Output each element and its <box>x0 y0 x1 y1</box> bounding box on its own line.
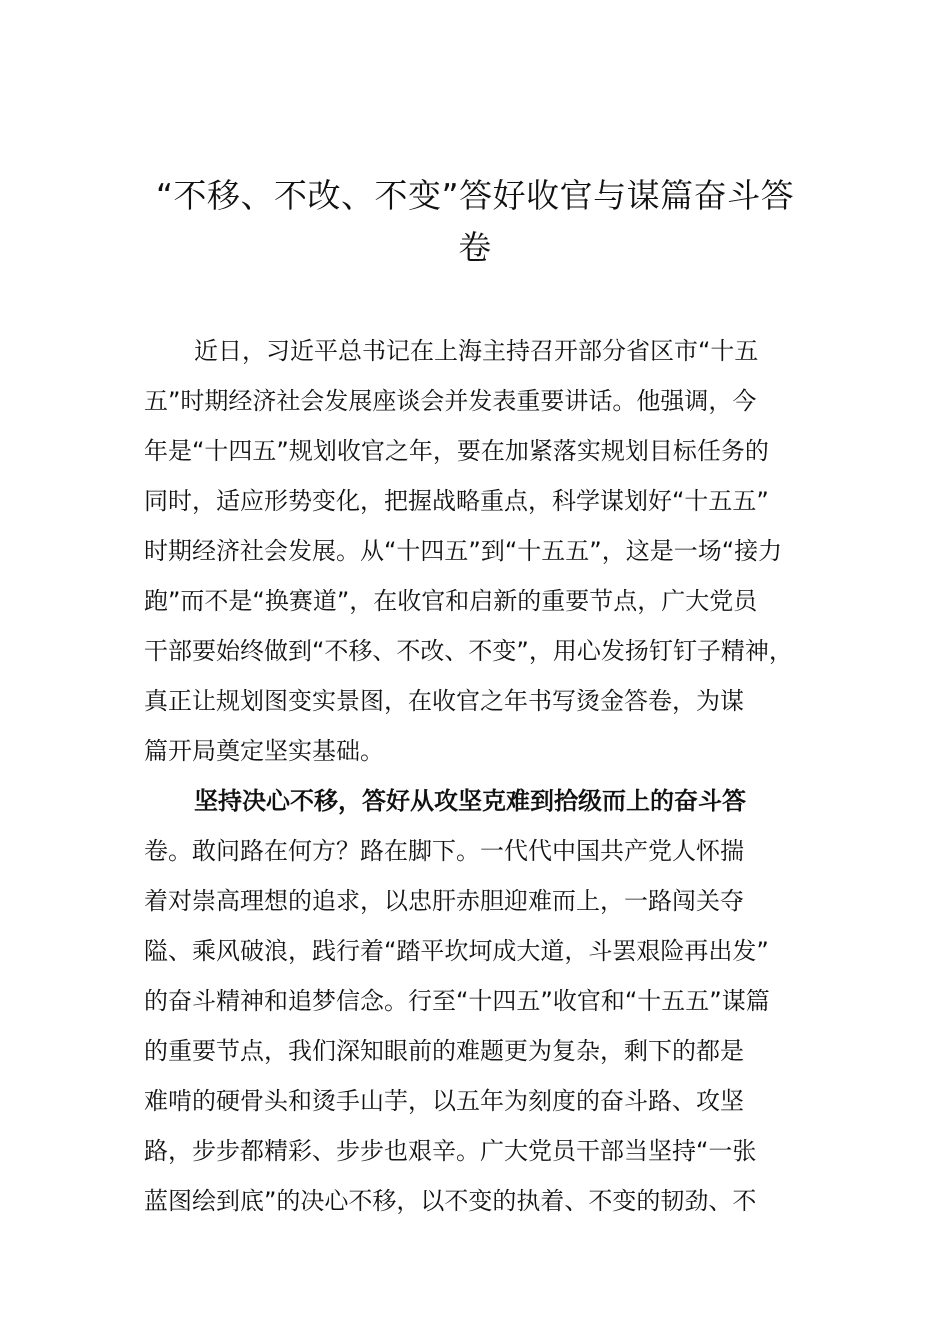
title-line-2: 卷 <box>458 228 492 267</box>
paragraph-1 <box>144 326 820 776</box>
paragraph-line: 近日，习近平总书记在上海主持召开部分省区市“十五 <box>194 337 759 365</box>
paragraph-line: 五”时期经济社会发展座谈会并发表重要讲话。他强调，今 <box>144 387 757 415</box>
document-title <box>130 170 820 274</box>
paragraph-line: 真正让规划图变实景图，在收官之年书写烫金答卷，为谋 <box>144 687 744 715</box>
paragraph-line: 的重要节点，我们深知眼前的难题更为复杂，剩下的都是 <box>144 1037 744 1065</box>
paragraph-line: 跑”而不是“换赛道”，在收官和启新的重要节点，广大党员 <box>144 587 758 615</box>
document-body <box>144 326 820 1226</box>
paragraph-line: 篇开局奠定坚实基础。 <box>144 737 384 765</box>
paragraph-line: 隘、乘风破浪，践行着“踏平坎坷成大道，斗罢艰险再出发” <box>144 937 769 965</box>
paragraph-2 <box>144 776 820 1226</box>
paragraph-line: 时期经济社会发展。从“十四五”到“十五五”，这是一场“接力 <box>144 537 783 565</box>
paragraph-line: 难啃的硬骨头和烫手山芋，以五年为刻度的奋斗路、攻坚 <box>144 1087 744 1115</box>
paragraph-line: 着对崇高理想的追求，以忠肝赤胆迎难而上，一路闯关夺 <box>144 887 744 915</box>
paragraph-line: 路，步步都精彩、步步也艰辛。广大党员干部当坚持“一张 <box>144 1137 757 1165</box>
paragraph-line: 干部要始终做到“不移、不改、不变”，用心发扬钉钉子精神， <box>144 637 793 665</box>
paragraph-lead-heading: 坚持决心不移，答好从攻坚克难到拾级而上的奋斗答 <box>194 787 746 815</box>
paragraph-line: 年是“十四五”规划收官之年，要在加紧落实规划目标任务的 <box>144 437 769 465</box>
title-line-1: “不移、不改、不变”答好收官与谋篇奋斗答 <box>155 176 795 215</box>
paragraph-line: 同时，适应形势变化，把握战略重点，科学谋划好“十五五” <box>144 487 769 515</box>
paragraph-line: 的奋斗精神和追梦信念。行至“十四五”收官和“十五五”谋篇 <box>144 987 770 1015</box>
paragraph-line: 蓝图绘到底”的决心不移，以不变的执着、不变的韧劲、不 <box>144 1187 757 1215</box>
paragraph-line: 卷。敢问路在何方？路在脚下。一代代中国共产党人怀揣 <box>144 837 744 865</box>
